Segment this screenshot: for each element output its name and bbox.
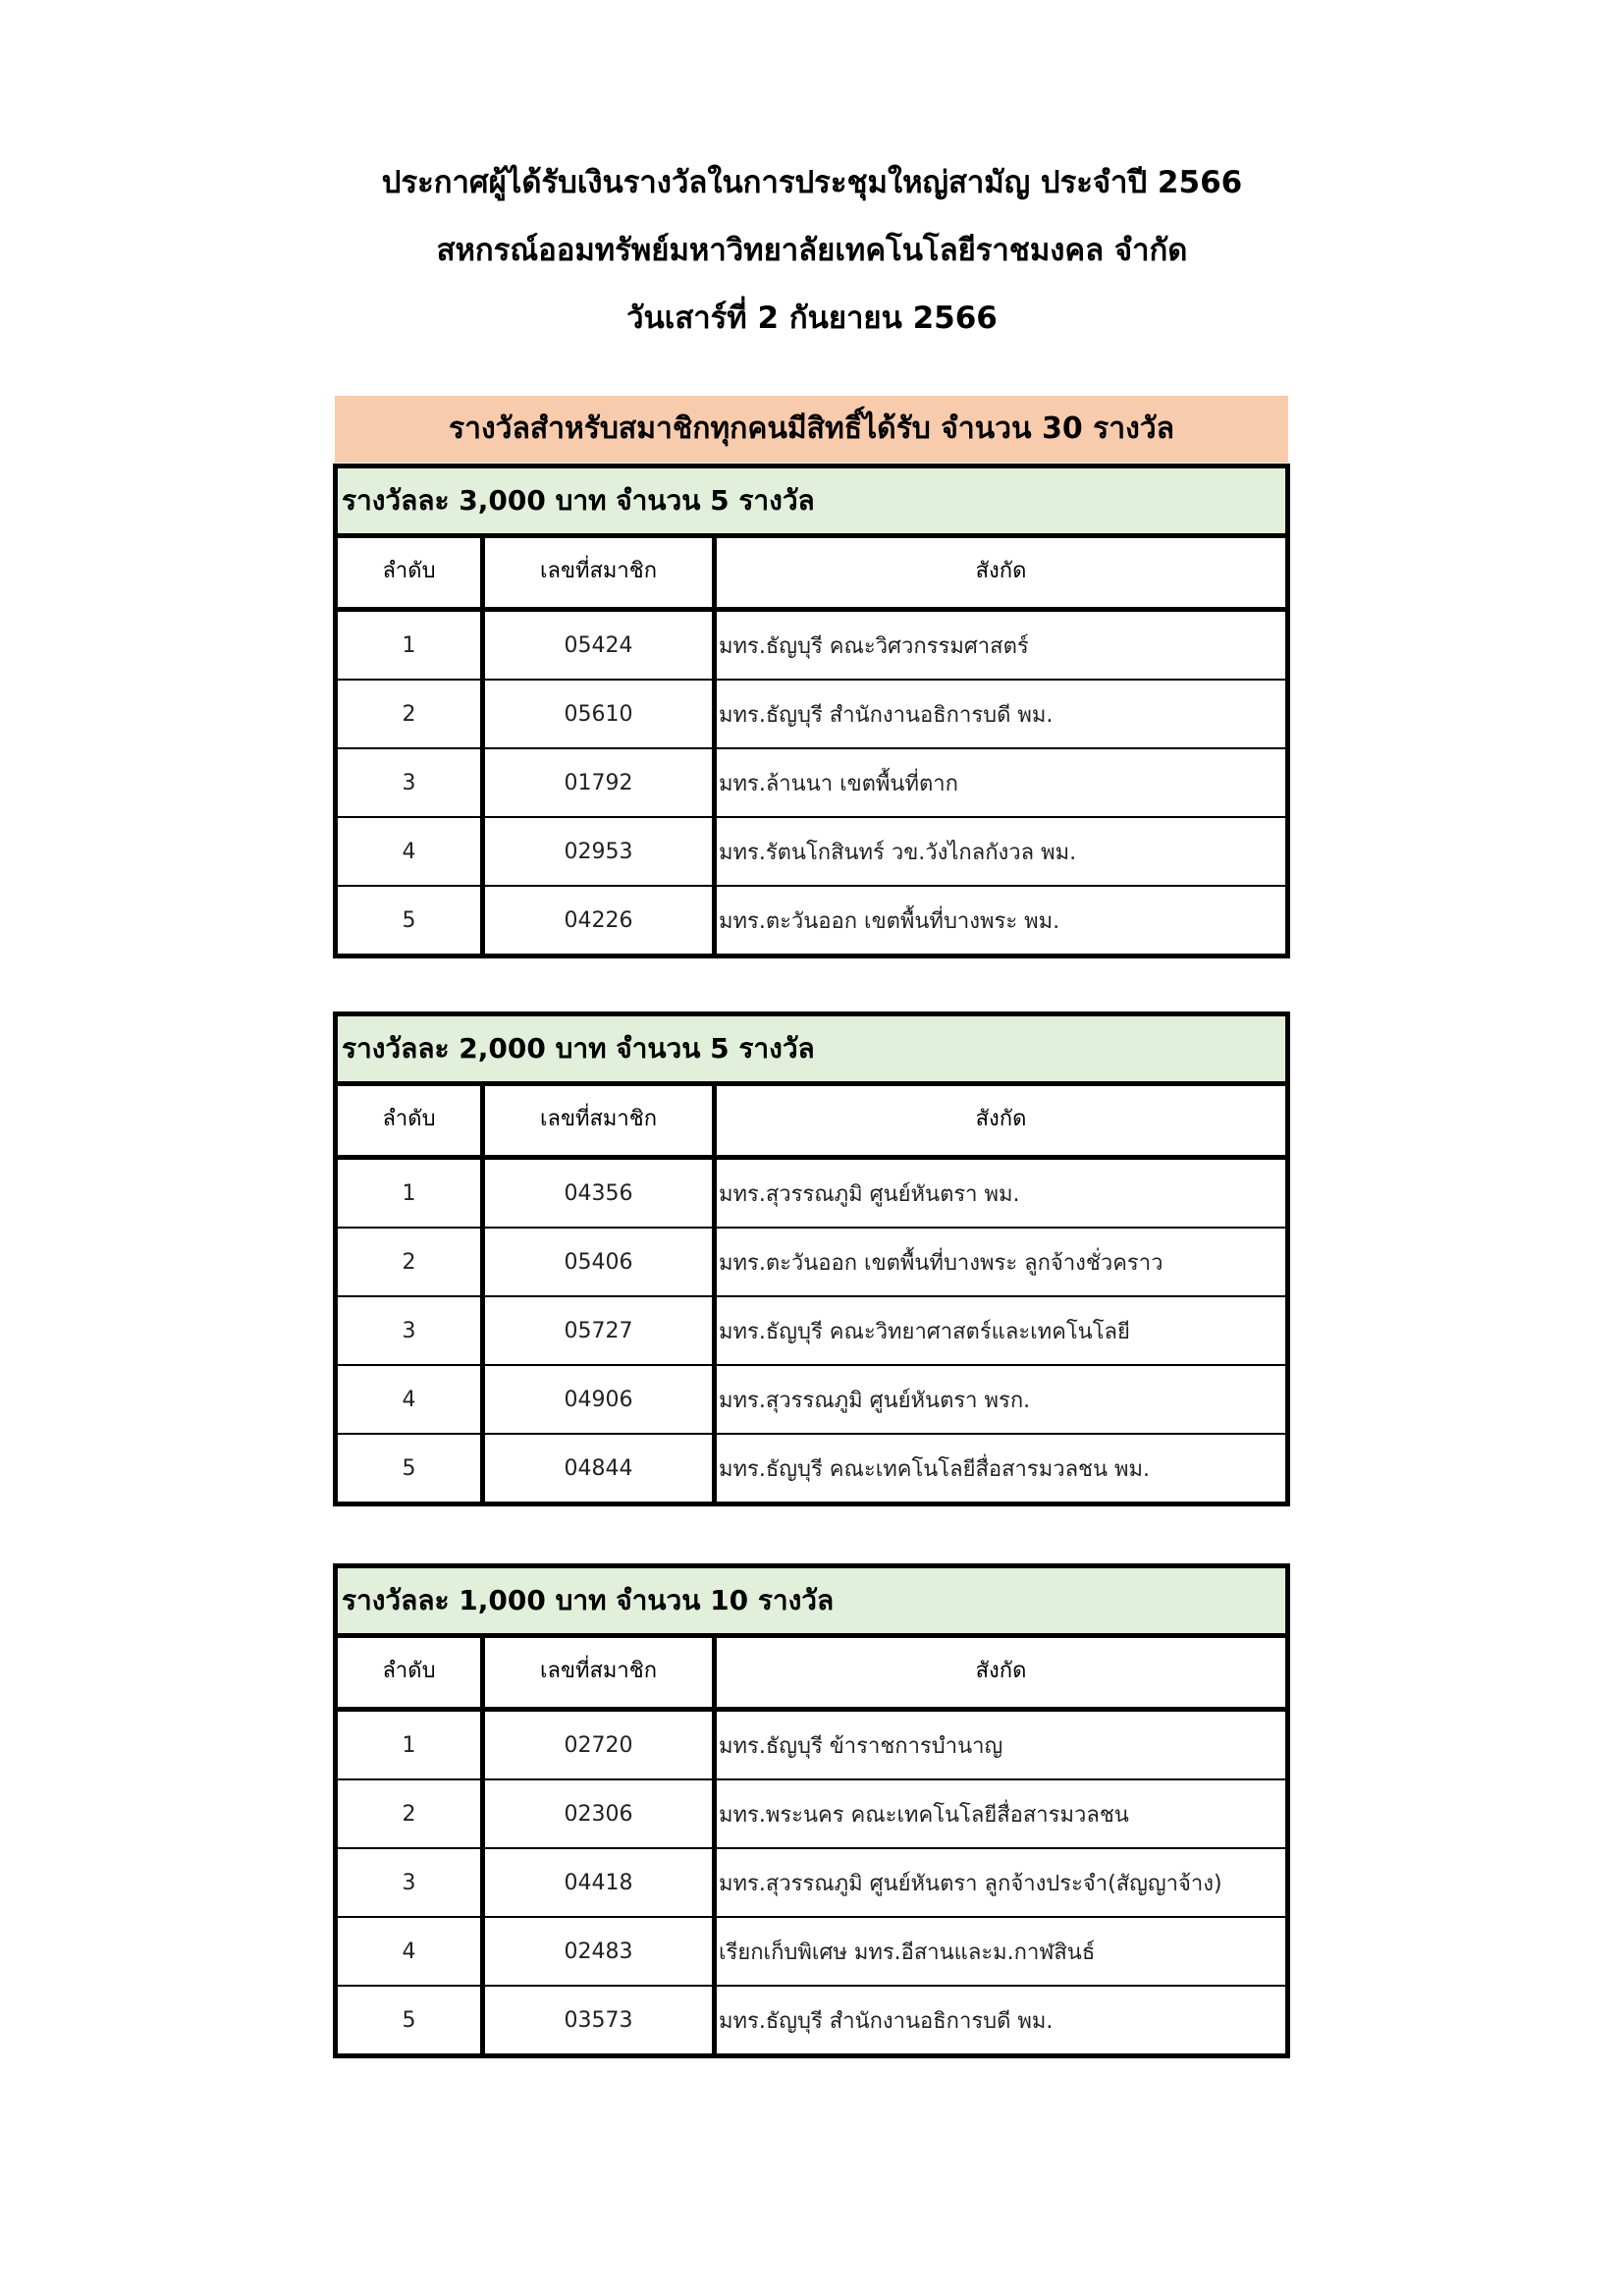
seq-cell: 1 xyxy=(336,1158,483,1229)
member-number-cell: 04226 xyxy=(483,886,715,957)
table-row xyxy=(336,1917,1288,1986)
column-header-affiliation: สังกัด xyxy=(715,1084,1288,1158)
table-row xyxy=(336,817,1288,886)
affiliation-cell: มทร.ธัญบุรี คณะวิทยาศาสตร์และเทคโนโลยี xyxy=(715,1296,1288,1365)
seq-cell: 2 xyxy=(336,1779,483,1848)
affiliation-cell: มทร.สุวรรณภูมิ ศูนย์หันตรา พรก. xyxy=(715,1365,1288,1434)
affiliation-cell: มทร.รัตนโกสินทร์ วข.วังไกลกังวล พม. xyxy=(715,817,1288,886)
member-number-cell: 04418 xyxy=(483,1848,715,1917)
affiliation-cell: มทร.ธัญบุรี คณะเทคโนโลยีสื่อสารมวลชน พม. xyxy=(719,1456,1151,1482)
table-row xyxy=(336,1365,1288,1434)
seq-cell: 2 xyxy=(336,1228,483,1296)
affiliation-cell: มทร.ธัญบุรี สำนักงานอธิการบดี พม. xyxy=(719,2008,1054,2034)
prize-table-1000 xyxy=(333,1563,1290,2058)
table-row xyxy=(336,680,1288,748)
prize-table-3000 xyxy=(333,464,1290,958)
affiliation-cell: มทร.ธัญบุรี สำนักงานอธิการบดี พม. xyxy=(715,680,1288,748)
column-header-affiliation: สังกัด xyxy=(715,536,1288,610)
seq-cell: 1 xyxy=(336,610,483,681)
table-row xyxy=(336,748,1288,817)
member-number-cell: 02720 xyxy=(483,1710,715,1780)
group-title: รางวัลละ 2,000 บาท จำนวน 5 รางวัล xyxy=(336,1014,1288,1084)
group-title: รางวัลละ 3,000 บาท จำนวน 5 รางวัล xyxy=(336,466,1288,536)
table-row xyxy=(336,886,1288,957)
seq-cell: 3 xyxy=(336,1296,483,1365)
table-row xyxy=(336,1296,1288,1365)
seq-cell: 3 xyxy=(336,1848,483,1917)
member-number-cell: 04356 xyxy=(483,1158,715,1229)
column-header-seq: ลำดับ xyxy=(336,536,483,610)
seq-cell: 3 xyxy=(336,748,483,817)
column-header-affiliation: สังกัด xyxy=(715,1636,1288,1710)
column-header-seq: ลำดับ xyxy=(336,1084,483,1158)
seq-cell: 4 xyxy=(336,1365,483,1434)
table-row xyxy=(336,1779,1288,1848)
table-row xyxy=(336,1986,1288,2056)
member-number-cell: 04844 xyxy=(483,1434,715,1504)
prize-table-2000 xyxy=(333,1011,1290,1506)
group-title: รางวัลละ 1,000 บาท จำนวน 10 รางวัล xyxy=(336,1566,1288,1636)
affiliation-cell: มทร.ธัญบุรี คณะวิศวกรรมศาสตร์ xyxy=(715,610,1288,681)
affiliation-cell: มทร.ล้านนา เขตพื้นที่ตาก xyxy=(715,748,1288,817)
column-header-member: เลขที่สมาชิก xyxy=(483,536,715,610)
member-number-cell: 02483 xyxy=(483,1917,715,1986)
announcement-date: วันเสาร์ที่ 2 กันยายน 2566 xyxy=(626,301,998,336)
seq-cell: 5 xyxy=(336,1434,483,1504)
table-row xyxy=(336,1228,1288,1296)
organization-name: สหกรณ์ออมทรัพย์มหาวิทยาลัยเทคโนโลยีราชมงคล จำกัด xyxy=(436,233,1188,268)
member-number-cell: 05727 xyxy=(483,1296,715,1365)
seq-cell: 2 xyxy=(336,680,483,748)
affiliation-cell: มทร.สุวรรณภูมิ ศูนย์หันตรา พม. xyxy=(715,1158,1288,1229)
column-header-seq: ลำดับ xyxy=(336,1636,483,1710)
affiliation-cell: มทร.ตะวันออก เขตพื้นที่บางพระ พม. xyxy=(719,908,1060,934)
column-header-member: เลขที่สมาชิก xyxy=(483,1636,715,1710)
member-number-cell: 05406 xyxy=(483,1228,715,1296)
table-row xyxy=(336,1848,1288,1917)
member-number-cell: 02306 xyxy=(483,1779,715,1848)
seq-cell: 5 xyxy=(336,1986,483,2056)
member-number-cell: 01792 xyxy=(483,748,715,817)
member-number-cell: 05424 xyxy=(483,610,715,681)
member-number-cell: 02953 xyxy=(483,817,715,886)
affiliation-cell: มทร.ธัญบุรี ข้าราชการบำนาญ xyxy=(715,1710,1288,1780)
table-row xyxy=(336,1434,1288,1504)
affiliation-cell: เรียกเก็บพิเศษ มทร.อีสานและม.กาฬสินธ์ xyxy=(715,1917,1288,1986)
table-row xyxy=(336,1158,1288,1229)
column-header-member: เลขที่สมาชิก xyxy=(483,1084,715,1158)
announcement-title: ประกาศผู้ได้รับเงินรางวัลในการประชุมใหญ่สามัญ ประจำปี 2566 xyxy=(381,165,1243,200)
table-row xyxy=(336,610,1288,681)
affiliation-cell: มทร.ตะวันออก เขตพื้นที่บางพระ ลูกจ้างชั่วคราว xyxy=(715,1228,1288,1296)
member-number-cell: 04906 xyxy=(483,1365,715,1434)
table-row xyxy=(336,1710,1288,1780)
seq-cell: 1 xyxy=(336,1710,483,1780)
member-number-cell: 03573 xyxy=(483,1986,715,2056)
prize-banner: รางวัลสำหรับสมาชิกทุกคนมีสิทธิ์ได้รับ จำนวน 30 รางวัล xyxy=(335,396,1288,463)
affiliation-cell: มทร.พระนคร คณะเทคโนโลยีสื่อสารมวลชน xyxy=(715,1779,1288,1848)
seq-cell: 5 xyxy=(336,886,483,957)
seq-cell: 4 xyxy=(336,817,483,886)
seq-cell: 4 xyxy=(336,1917,483,1986)
affiliation-cell: มทร.สุวรรณภูมิ ศูนย์หันตรา ลูกจ้างประจำ(สัญญาจ้าง) xyxy=(715,1848,1288,1917)
member-number-cell: 05610 xyxy=(483,680,715,748)
